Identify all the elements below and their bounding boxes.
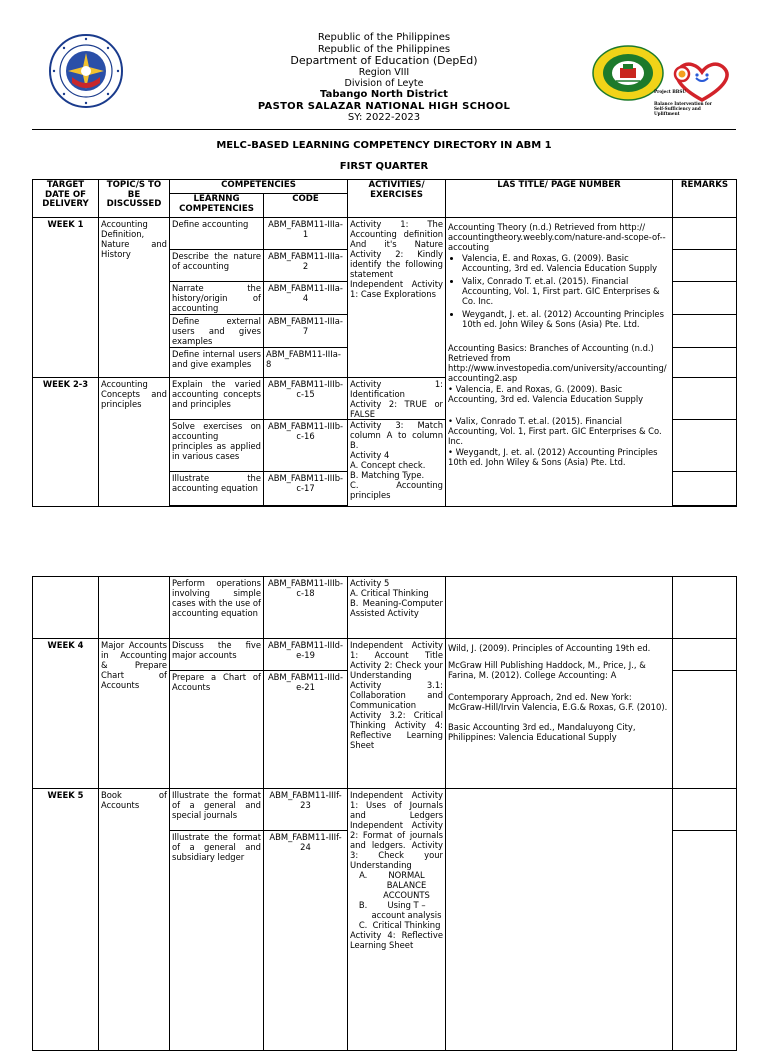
activity-line: Activity 1: Identification bbox=[350, 379, 444, 399]
competency-cell: Illustrate the format of a general and special journals bbox=[170, 789, 264, 831]
activity-line: Activity 2: TRUE or FALSE bbox=[350, 399, 444, 419]
week-1-topic: Accounting Definition, Nature and History bbox=[99, 218, 170, 378]
header-school-year: SY: 2022-2023 bbox=[347, 112, 421, 124]
spacer-cell bbox=[673, 506, 737, 507]
header-topics: TOPIC/S TO BE DISCUSSED bbox=[99, 180, 170, 218]
remarks-cell bbox=[673, 315, 737, 348]
week-4-topic: Major Accounts in Accounting & Prepare Chart of Accounts bbox=[99, 639, 170, 789]
remarks-cell bbox=[673, 472, 737, 506]
remarks-cell bbox=[673, 831, 737, 1051]
competency-cell: Define internal users and give examples bbox=[170, 348, 264, 378]
reference-entry: McGraw Hill Publishing Haddock, M., Price, J., & Farina, M. (2012). College Accounting: A bbox=[448, 660, 646, 680]
activity-line: B. Meaning-Computer Assisted Activity bbox=[350, 598, 443, 618]
list-item: C. Critical Thinking bbox=[370, 920, 443, 930]
week-4-activities: Independent Activity 1: Account Title Activity 2: Check your Understanding Activity 3.1: Collaboration and Communication Activity 3.2: Critical Thinking Activity 4: Reflective Learning Sheet bbox=[348, 639, 446, 789]
week-4-label: WEEK 4 bbox=[33, 639, 99, 789]
competency-table-continued bbox=[32, 576, 737, 1051]
remarks-cell bbox=[673, 420, 737, 472]
activity-line: A. Critical Thinking bbox=[350, 588, 429, 598]
continued-activities bbox=[348, 577, 446, 639]
activity-line: A. Concept check. bbox=[350, 460, 426, 470]
week-2-3-topic: Accounting Concepts and principles bbox=[99, 378, 170, 507]
competency-cell: Explain the varied accounting concepts and principles bbox=[170, 378, 264, 420]
project-description: Balance Intervention for Self-Sufficiency and Upliftment bbox=[654, 101, 712, 117]
remarks-cell bbox=[673, 282, 737, 315]
code-cell: ABM_FABM11-IIId-e-21 bbox=[264, 671, 348, 789]
header-target-date: TARGET DATE OF DELIVERY bbox=[33, 180, 99, 218]
las-references-week-4 bbox=[446, 639, 673, 789]
header-activities: ACTIVITIES/ EXERCISES bbox=[348, 180, 446, 218]
code-cell: ABM_FABM11-IIIa-8 bbox=[264, 348, 348, 378]
list-item: A. NORMAL BALANCE ACCOUNTS bbox=[370, 870, 443, 900]
week-2-3-activities bbox=[348, 378, 446, 507]
code-cell: ABM_FABM11-IIIa-4 bbox=[264, 282, 348, 315]
activity-line: C. Accounting principles bbox=[350, 480, 444, 500]
code-cell: ABM_FABM11-IIId-e-19 bbox=[264, 639, 348, 671]
competency-cell: Define external users and gives examples bbox=[170, 315, 264, 348]
header-republic-repeat: Republic of the Philippines bbox=[317, 43, 451, 55]
header-las-title: LAS TITLE/ PAGE NUMBER bbox=[446, 180, 673, 218]
reference-item: • Valencia, E. and Roxas, G. (2009). Basic Accounting, 3rd ed. Valencia Education Supply bbox=[462, 253, 670, 273]
header-region: Region VIII bbox=[358, 66, 410, 78]
week-1-activities: Activity 1: The Accounting definition And it's Nature Activity 2: Kindly identify the following statement Independent Activity 1: Case Explorations bbox=[348, 218, 446, 378]
reference-entry: • Valencia, E. and Roxas, G. (2009). Basic Accounting, 3rd ed. Valencia Education Supply bbox=[448, 384, 644, 404]
remarks-cell bbox=[673, 639, 737, 671]
remarks-cell bbox=[673, 378, 737, 420]
reference-entry: Basic Accounting 3rd ed., Mandaluyong City, Philippines: Valencia Educational Supply bbox=[448, 722, 636, 742]
reference-item: • Weygandt, J. et. al. (2012) Accounting Principles 10th ed. John Wiley & Sons (Asia) Pte. Ltd. bbox=[462, 309, 670, 329]
quarter-title: FIRST QUARTER bbox=[339, 161, 429, 172]
project-label: Project BBSU bbox=[654, 89, 687, 94]
remarks-cell bbox=[673, 218, 737, 250]
spacer-cell bbox=[264, 506, 348, 507]
competency-cell: Solve exercises on accounting principles as applied in various cases bbox=[170, 420, 264, 472]
code-cell: ABM_FABM11-IIIa-7 bbox=[264, 315, 348, 348]
week-5-topic: Book of Accounts bbox=[99, 789, 170, 1051]
competency-cell: Prepare a Chart of Accounts bbox=[170, 671, 264, 789]
competency-cell: Discuss the five major accounts bbox=[170, 639, 264, 671]
reference-entry: • Valix, Conrado T. et.al. (2015). Financial Accounting, Vol. 1, First part. GIC Enterprises & Co. Inc. bbox=[448, 416, 662, 446]
reference-entry: Accounting Theory (n.d.) Retrieved from http:// accountingtheory.weebly.com/nature-and-scope-of--accouting bbox=[448, 222, 666, 252]
header-competencies: COMPETENCIES bbox=[170, 180, 348, 194]
header-department: Department of Education (DepEd) bbox=[290, 54, 478, 67]
code-cell: ABM_FABM11-IIIf-23 bbox=[264, 789, 348, 831]
reference-list bbox=[448, 253, 670, 329]
code-cell: ABM_FABM11-IIIf-24 bbox=[264, 831, 348, 1051]
header-code: CODE bbox=[264, 194, 348, 218]
code-cell: ABM_FABM11-IIIb-c-18 bbox=[264, 577, 348, 639]
week-1-label: WEEK 1 bbox=[33, 218, 99, 378]
code-cell: ABM_FABM11-IIIb-c-16 bbox=[264, 420, 348, 472]
reference-entry: • Weygandt, J. et. al. (2012) Accounting Principles 10th ed. John Wiley & Sons (Asia) Pte. Ltd. bbox=[448, 447, 658, 467]
week-5-label: WEEK 5 bbox=[33, 789, 99, 1051]
document-title: MELC-BASED LEARNING COMPETENCY DIRECTORY IN ABM 1 bbox=[216, 140, 552, 151]
understanding-list bbox=[350, 870, 443, 930]
competency-table bbox=[32, 179, 737, 507]
code-cell: ABM_FABM11-IIIb-c-17 bbox=[264, 472, 348, 506]
reference-entry: Contemporary Approach, 2nd ed. New York: McGraw-Hill/Irvin Valencia, E.G.& Roxas, G.F. (2010). bbox=[448, 692, 668, 712]
remarks-cell bbox=[673, 671, 737, 789]
remarks-cell bbox=[673, 789, 737, 831]
header-remarks: REMARKS bbox=[673, 180, 737, 218]
topic-cell-empty bbox=[99, 577, 170, 639]
competency-cell: Describe the nature of accounting bbox=[170, 250, 264, 282]
remarks-cell bbox=[673, 250, 737, 282]
activity-block: Activity 4: Reflective Learning Sheet bbox=[350, 930, 443, 950]
header-republic: Republic of the Philippines bbox=[317, 32, 451, 43]
code-cell: ABM_FABM11-IIIa-1 bbox=[264, 218, 348, 250]
code-cell: ABM_FABM11-IIIb-c-15 bbox=[264, 378, 348, 420]
activity-line: Activity 4 bbox=[350, 450, 390, 460]
code-cell: ABM_FABM11-IIIa-2 bbox=[264, 250, 348, 282]
remarks-cell bbox=[673, 348, 737, 378]
header-school: PASTOR SALAZAR NATIONAL HIGH SCHOOL bbox=[257, 100, 511, 112]
competency-cell: Define accounting bbox=[170, 218, 264, 250]
week-cell-empty bbox=[33, 577, 99, 639]
header-division: Division of Leyte bbox=[344, 77, 424, 89]
list-item: B. Using T – account analysis bbox=[370, 900, 443, 920]
activity-line: B. Matching Type. bbox=[350, 470, 425, 480]
week-2-3-label: WEEK 2-3 bbox=[33, 378, 99, 507]
competency-cell: Narrate the history/origin of accounting bbox=[170, 282, 264, 315]
activity-block: Independent Activity 1: Uses of Journals and Ledgers Independent Activity 2: Format of journals and ledgers. Activity 3: Check your Understanding bbox=[350, 790, 443, 870]
las-references-week-1-3 bbox=[446, 218, 673, 507]
competency-cell: Illustrate the format of a general and subsidiary ledger bbox=[170, 831, 264, 1051]
competency-cell: Illustrate the accounting equation bbox=[170, 472, 264, 506]
reference-entry: Wild, J. (2009). Principles of Accounting 19th ed. bbox=[448, 643, 651, 653]
header-learning-competencies: LEARNNG COMPETENCIES bbox=[170, 194, 264, 218]
letterhead bbox=[0, 32, 768, 124]
header-district: Tabango North District bbox=[320, 89, 448, 101]
remarks-cell bbox=[673, 577, 737, 639]
activity-line: Activity 3: Match column A to column B. bbox=[350, 420, 444, 450]
reference-item: • Valix, Conrado T. et.al. (2015). Financial Accounting, Vol. 1, First part. GIC Enterprises & Co. Inc. bbox=[462, 276, 670, 306]
header-divider bbox=[32, 129, 736, 130]
competency-cell: Perform operations involving simple cases with the use of accounting equation bbox=[170, 577, 264, 639]
spacer-cell bbox=[170, 506, 264, 507]
week-5-activities bbox=[348, 789, 446, 1051]
activity-line: Activity 5 bbox=[350, 578, 390, 588]
las-cell-empty bbox=[446, 789, 673, 1051]
reference-entry: Accounting Basics: Branches of Accounting (n.d.) Retrieved from http://www.investopedia.com/university/accounting/ accounting2.asp bbox=[448, 343, 667, 383]
las-cell-empty bbox=[446, 577, 673, 639]
